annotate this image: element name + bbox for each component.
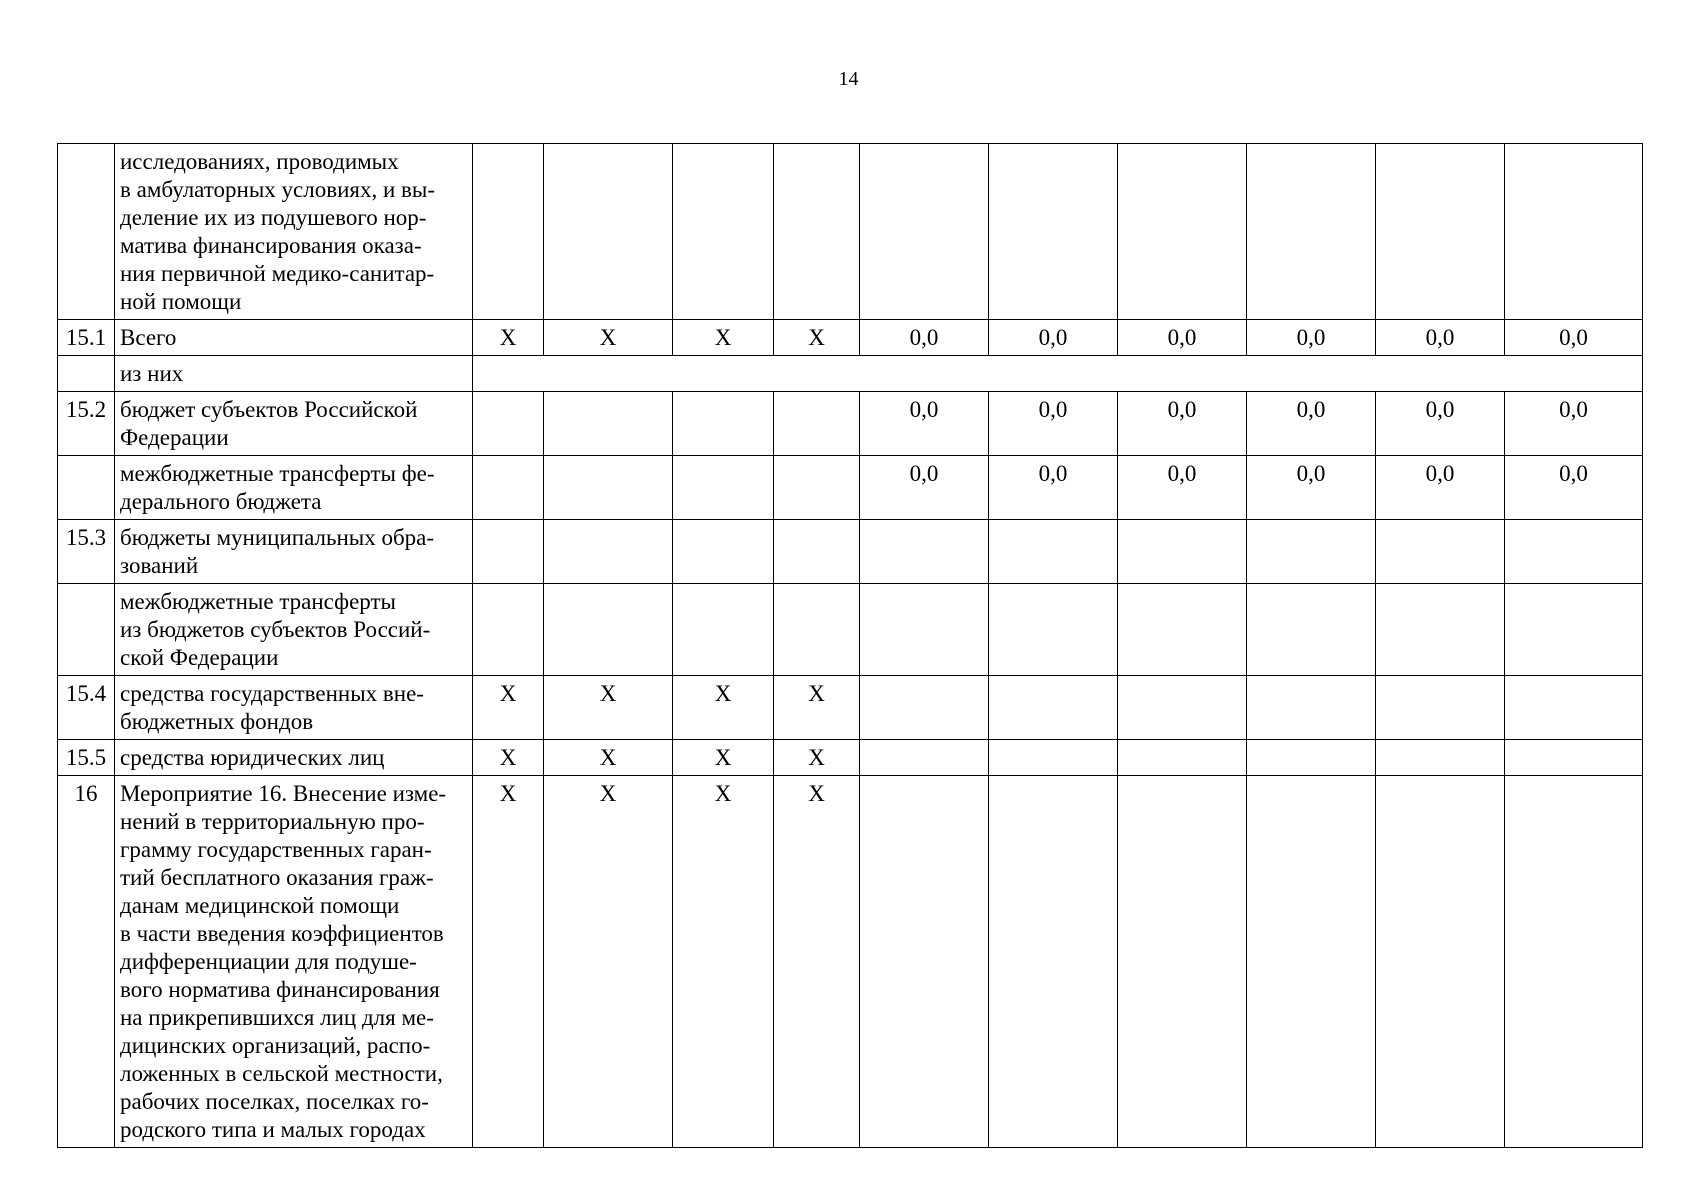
- value-cell: [989, 676, 1118, 740]
- mark-cell: [774, 520, 860, 584]
- mark-cell: [544, 144, 673, 320]
- value-cell: [1247, 520, 1376, 584]
- table-row: [58, 392, 1643, 456]
- value-cell: [989, 776, 1118, 1148]
- row-number: 15.2: [58, 392, 115, 456]
- value-cell: [860, 776, 989, 1148]
- mark-cell: [473, 584, 544, 676]
- value-cell: 0,0: [860, 392, 989, 456]
- table-row: [58, 356, 1643, 392]
- table-row: [58, 676, 1643, 740]
- mark-cell: [673, 456, 774, 520]
- value-cell: 0,0: [989, 320, 1118, 356]
- mark-cell: Х: [473, 676, 544, 740]
- value-cell: [1118, 740, 1247, 776]
- value-cell: [1376, 676, 1505, 740]
- value-cell: [1247, 144, 1376, 320]
- value-cell: [989, 584, 1118, 676]
- mark-cell: [544, 392, 673, 456]
- mark-cell: [774, 392, 860, 456]
- row-name: исследованиях, проводимых в амбулаторных условиях, и вы- деление их из подушевого нор- матива финансирования оказа- ния первичной медико-санитар- ной помощи: [115, 144, 473, 320]
- mark-cell: Х: [774, 776, 860, 1148]
- row-number: [58, 356, 115, 392]
- mark-cell: Х: [544, 320, 673, 356]
- mark-cell: Х: [774, 676, 860, 740]
- mark-cell: Х: [673, 776, 774, 1148]
- row-number: 15.4: [58, 676, 115, 740]
- merged-cell: [473, 356, 1643, 392]
- value-cell: 0,0: [1376, 392, 1505, 456]
- value-cell: [1505, 776, 1643, 1148]
- value-cell: 0,0: [1376, 320, 1505, 356]
- mark-cell: Х: [473, 776, 544, 1148]
- value-cell: [1118, 676, 1247, 740]
- value-cell: 0,0: [1505, 320, 1643, 356]
- row-name: межбюджетные трансферты фе- дерального бюджета: [115, 456, 473, 520]
- mark-cell: Х: [673, 676, 774, 740]
- page-number: 14: [838, 68, 859, 90]
- value-cell: 0,0: [1118, 392, 1247, 456]
- value-cell: [860, 144, 989, 320]
- row-number: [58, 144, 115, 320]
- value-cell: [989, 144, 1118, 320]
- value-cell: [1247, 740, 1376, 776]
- value-cell: [1247, 776, 1376, 1148]
- table-row: [58, 584, 1643, 676]
- row-number: 16: [58, 776, 115, 1148]
- mark-cell: Х: [544, 676, 673, 740]
- mark-cell: [673, 144, 774, 320]
- value-cell: [1505, 144, 1643, 320]
- row-number: [58, 584, 115, 676]
- table-row: [58, 456, 1643, 520]
- value-cell: 0,0: [1118, 456, 1247, 520]
- row-name: Всего: [115, 320, 473, 356]
- row-name: средства юридических лиц: [115, 740, 473, 776]
- mark-cell: [774, 144, 860, 320]
- value-cell: [1376, 776, 1505, 1148]
- mark-cell: Х: [673, 740, 774, 776]
- value-cell: [1376, 520, 1505, 584]
- value-cell: [1118, 144, 1247, 320]
- value-cell: [989, 740, 1118, 776]
- mark-cell: Х: [473, 740, 544, 776]
- value-cell: [1505, 740, 1643, 776]
- value-cell: 0,0: [1505, 456, 1643, 520]
- value-cell: [1247, 676, 1376, 740]
- value-cell: [1505, 520, 1643, 584]
- value-cell: [860, 520, 989, 584]
- mark-cell: [473, 520, 544, 584]
- row-number: 15.5: [58, 740, 115, 776]
- value-cell: 0,0: [989, 392, 1118, 456]
- mark-cell: [774, 584, 860, 676]
- value-cell: [860, 584, 989, 676]
- mark-cell: [774, 456, 860, 520]
- value-cell: [1505, 584, 1643, 676]
- row-name: бюджеты муниципальных обра- зований: [115, 520, 473, 584]
- mark-cell: [673, 392, 774, 456]
- value-cell: [860, 740, 989, 776]
- value-cell: [1118, 584, 1247, 676]
- mark-cell: [673, 520, 774, 584]
- table-row: [58, 144, 1643, 320]
- value-cell: 0,0: [1247, 456, 1376, 520]
- table-row: [58, 320, 1643, 356]
- value-cell: [860, 676, 989, 740]
- mark-cell: [473, 392, 544, 456]
- mark-cell: Х: [673, 320, 774, 356]
- value-cell: [1376, 144, 1505, 320]
- row-name: бюджет субъектов Российской Федерации: [115, 392, 473, 456]
- measures-table: [57, 143, 1643, 1148]
- value-cell: [1505, 676, 1643, 740]
- mark-cell: [673, 584, 774, 676]
- row-number: [58, 456, 115, 520]
- value-cell: 0,0: [989, 456, 1118, 520]
- row-name: межбюджетные трансферты из бюджетов субъектов Россий- ской Федерации: [115, 584, 473, 676]
- mark-cell: [473, 456, 544, 520]
- value-cell: [989, 520, 1118, 584]
- mark-cell: Х: [774, 740, 860, 776]
- mark-cell: Х: [544, 740, 673, 776]
- value-cell: 0,0: [1376, 456, 1505, 520]
- mark-cell: [473, 144, 544, 320]
- table-row: [58, 740, 1643, 776]
- value-cell: [1376, 584, 1505, 676]
- mark-cell: [544, 520, 673, 584]
- value-cell: 0,0: [1247, 320, 1376, 356]
- table-row: [58, 776, 1643, 1148]
- value-cell: [1247, 584, 1376, 676]
- row-name: из них: [115, 356, 473, 392]
- mark-cell: [544, 584, 673, 676]
- value-cell: 0,0: [1118, 320, 1247, 356]
- table-row: [58, 520, 1643, 584]
- row-name: Мероприятие 16. Внесение изме- нений в территориальную про- грамму государственных гаран- тий бесплатного оказания граж- данам медицинской помощи в части введения коэффициентов дифференциации для подуше- вого норматива финансирования на прикрепившихся лиц для ме- дицинских организаций, распо- ложенных в сельской местности, рабочих поселках, поселках го- родского типа и малых городах: [115, 776, 473, 1148]
- value-cell: 0,0: [1505, 392, 1643, 456]
- row-number: 15.1: [58, 320, 115, 356]
- mark-cell: Х: [544, 776, 673, 1148]
- value-cell: 0,0: [1247, 392, 1376, 456]
- value-cell: 0,0: [860, 456, 989, 520]
- mark-cell: Х: [774, 320, 860, 356]
- value-cell: [1118, 776, 1247, 1148]
- value-cell: 0,0: [860, 320, 989, 356]
- mark-cell: [544, 456, 673, 520]
- row-name: средства государственных вне- бюджетных фондов: [115, 676, 473, 740]
- row-number: 15.3: [58, 520, 115, 584]
- value-cell: [1376, 740, 1505, 776]
- table-body: [58, 144, 1643, 1148]
- value-cell: [1118, 520, 1247, 584]
- mark-cell: Х: [473, 320, 544, 356]
